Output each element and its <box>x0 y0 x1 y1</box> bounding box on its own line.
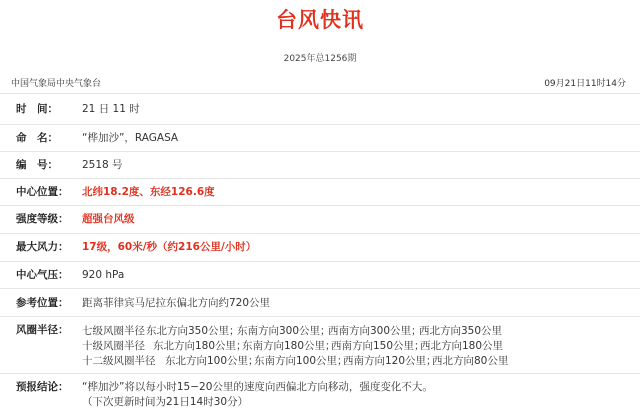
field-label: 参考位置： <box>16 297 69 309</box>
field-label: 中心位置： <box>16 186 69 198</box>
divider <box>0 288 640 289</box>
divider <box>0 178 640 179</box>
wind-sw: 西南方向120公里； <box>343 355 437 367</box>
divider <box>0 93 640 94</box>
field-label: 最大风力： <box>16 241 69 253</box>
source-agency: 中国气象局中央气象台 <box>11 79 102 89</box>
field-value: 920 hPa <box>82 269 125 281</box>
field-value: 超强台风级 <box>82 213 135 225</box>
wind-nw: 西北方向350公里 <box>419 325 503 337</box>
field-label: 时 间： <box>16 103 58 115</box>
forecast-update-text: （下次更新时间为21日14时30分） <box>82 396 249 408</box>
divider <box>0 233 640 234</box>
field-label: 风圈半径： <box>16 324 69 336</box>
wind-nw: 西北方向180公里 <box>420 340 504 352</box>
wind-se: 东南方向100公里； <box>254 355 348 367</box>
publish-datetime: 09月21日11时14分 <box>544 79 626 89</box>
wind-level: 七级风圈半径 <box>82 325 145 337</box>
field-value: 距离菲律宾马尼拉东偏北方向约720公里 <box>82 297 271 309</box>
wind-nw: 西北方向80公里 <box>432 355 509 367</box>
issue-number: 2025年总1256期 <box>283 54 357 64</box>
field-value: 17级，60米/秒（约216公里/小时） <box>82 241 257 253</box>
forecast-text: “桦加沙”将以每小时15−20公里的速度向西偏北方向移动，强度变化不大。 <box>82 381 433 393</box>
wind-ne: 东北方向100公里； <box>165 355 259 367</box>
field-value: 2518 号 <box>82 159 123 171</box>
divider <box>0 261 640 262</box>
wind-ne: 东北方向180公里； <box>153 340 247 352</box>
divider <box>0 316 640 317</box>
field-value: 21 日 11 时 <box>82 103 140 115</box>
divider <box>0 205 640 206</box>
field-value: 北纬18.2度、东经126.6度 <box>82 186 215 198</box>
field-label: 命 名： <box>16 132 58 144</box>
wind-sw: 西南方向300公里； <box>328 325 422 337</box>
wind-se: 东南方向300公里； <box>237 325 331 337</box>
divider <box>0 151 640 152</box>
wind-se: 东南方向180公里； <box>242 340 336 352</box>
wind-ne: 东北方向350公里； <box>146 325 240 337</box>
page-title: 台风快讯 <box>276 8 364 32</box>
wind-sw: 西南方向150公里； <box>331 340 425 352</box>
field-value: “桦加沙”，RAGASA <box>82 132 179 144</box>
field-label: 编 号： <box>16 159 58 171</box>
wind-level: 十级风圈半径 <box>82 340 145 352</box>
divider <box>0 373 640 374</box>
field-label: 预报结论： <box>16 381 69 393</box>
field-label: 强度等级： <box>16 213 69 225</box>
field-label: 中心气压： <box>16 269 69 281</box>
wind-level: 十二级风圈半径 <box>82 355 156 367</box>
divider <box>0 124 640 125</box>
